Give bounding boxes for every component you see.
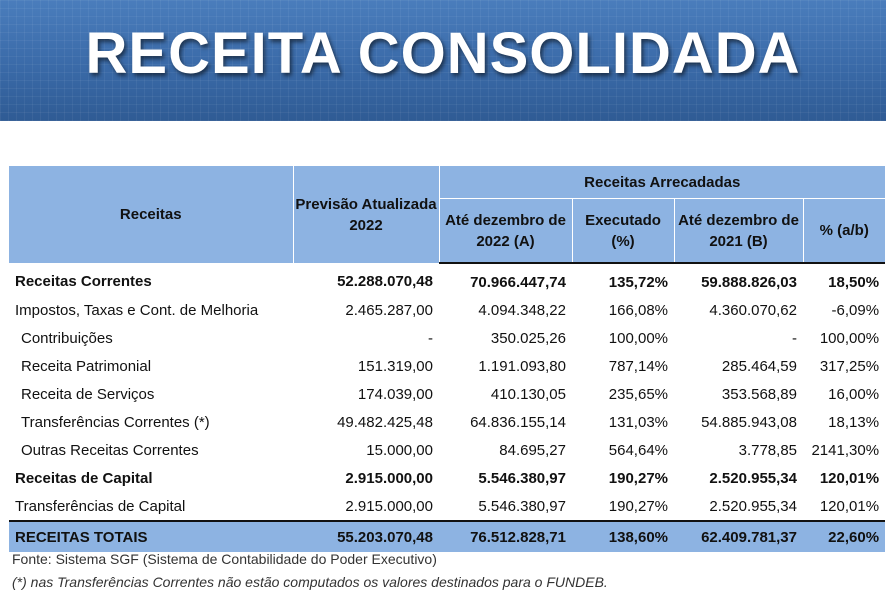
cell-ate-2022: 64.836.155,14: [470, 413, 566, 431]
cell-ate-2021: 54.885.943,08: [701, 413, 797, 431]
cell-executado: 235,65%: [608, 385, 668, 403]
title-banner: [0, 0, 886, 121]
cell-executado: 100,00%: [608, 329, 668, 347]
row-label: Receita de Serviços: [21, 385, 155, 403]
total-pct: 22,60%: [803, 521, 885, 552]
header-executado: Executado (%): [572, 199, 674, 264]
cell-ate-2022: 4.094.348,22: [478, 301, 566, 319]
cell-executado: 131,03%: [608, 413, 668, 431]
cell-ate-2022: 410.130,05: [490, 385, 566, 403]
cell-pct: 18,50%: [828, 273, 880, 291]
page-title: RECEITA CONSOLIDADA: [85, 21, 801, 86]
cell-executado: 135,72%: [608, 273, 668, 291]
cell-previsao: 174.039,00: [357, 385, 433, 403]
cell-ate-2022: 5.546.380,97: [478, 469, 566, 487]
total-ate-2022: 76.512.828,71: [439, 521, 572, 552]
total-label: RECEITAS TOTAIS: [9, 521, 293, 552]
cell-previsao: 151.319,00: [357, 357, 433, 375]
cell-ate-2022: 84.695,27: [499, 441, 566, 459]
cell-previsao: 52.288.070,48: [337, 273, 433, 290]
row-label: Transferências Correntes (*): [21, 413, 210, 431]
row-label: Receitas de Capital: [15, 469, 153, 487]
cell-ate-2022: 5.546.380,97: [478, 497, 566, 515]
total-executado: 138,60%: [572, 521, 674, 552]
table-row: [9, 263, 885, 296]
cell-previsao: -: [428, 329, 433, 347]
cell-ate-2021: 285.464,59: [721, 357, 797, 375]
table-row: [9, 492, 885, 521]
header-arrecadadas: Receitas Arrecadadas: [439, 166, 885, 199]
cell-pct: 2141,30%: [811, 441, 880, 459]
cell-executado: 190,27%: [608, 469, 668, 487]
cell-ate-2021: 2.520.955,34: [709, 497, 797, 515]
cell-pct: 317,25%: [819, 357, 880, 375]
total-previsao: 55.203.070,48: [293, 521, 439, 552]
cell-pct: 120,01%: [819, 497, 880, 515]
cell-ate-2022: 350.025,26: [490, 329, 566, 347]
total-ate-2021: 62.409.781,37: [674, 521, 803, 552]
cell-ate-2022: 70.966.447,74: [470, 273, 566, 291]
cell-previsao: 15.000,00: [366, 441, 433, 459]
cell-ate-2021: 2.520.955,34: [709, 469, 797, 487]
row-label: Outras Receitas Correntes: [21, 441, 199, 459]
cell-pct: -6,09%: [831, 301, 880, 319]
footnote: (*) nas Transferências Correntes não estão computados os valores destinados para o FUNDEB.: [12, 574, 608, 590]
cell-ate-2021: 59.888.826,03: [701, 273, 797, 291]
row-label: Impostos, Taxas e Cont. de Melhoria: [15, 301, 259, 319]
header-receitas: Receitas: [9, 166, 293, 263]
cell-previsao: 2.465.287,00: [345, 301, 433, 319]
cell-executado: 787,14%: [608, 357, 668, 375]
cell-pct: 100,00%: [819, 329, 880, 347]
cell-pct: 120,01%: [819, 469, 880, 487]
cell-previsao: 2.915.000,00: [345, 497, 433, 515]
row-label: Contribuições: [21, 329, 113, 347]
cell-executado: 190,27%: [608, 497, 668, 515]
cell-ate-2021: 353.568,89: [721, 385, 797, 403]
cell-ate-2022: 1.191.093,80: [478, 357, 566, 375]
total-row: [9, 521, 885, 552]
table-row: [9, 296, 885, 324]
table-row: [9, 352, 885, 380]
cell-ate-2021: -: [792, 329, 797, 347]
cell-previsao: 49.482.425,48: [337, 413, 433, 431]
table-row: [9, 380, 885, 408]
table-row: [9, 464, 885, 492]
row-label: Receita Patrimonial: [21, 357, 152, 375]
cell-executado: 564,64%: [608, 441, 668, 459]
table-row: [9, 436, 885, 464]
cell-previsao: 2.915.000,00: [345, 469, 433, 487]
cell-executado: 166,08%: [608, 301, 668, 319]
header-ate-2022: Até dezembro de 2022 (A): [439, 199, 572, 264]
source-note: Fonte: Sistema SGF (Sistema de Contabilidade do Poder Executivo): [12, 551, 437, 567]
header-ate-2021: Até dezembro de 2021 (B): [674, 199, 803, 264]
table-row: [9, 408, 885, 436]
revenue-table: [9, 166, 885, 552]
table-row: [9, 324, 885, 352]
cell-ate-2021: 4.360.070,62: [709, 301, 797, 319]
cell-pct: 16,00%: [828, 385, 880, 403]
cell-ate-2021: 3.778,85: [738, 441, 797, 459]
row-label: Receitas Correntes: [15, 273, 152, 290]
header-pct: % (a/b): [803, 199, 885, 264]
cell-pct: 18,13%: [828, 413, 880, 431]
header-previsao: Previsão Atualizada 2022: [293, 166, 439, 263]
row-label: Transferências de Capital: [15, 497, 186, 515]
